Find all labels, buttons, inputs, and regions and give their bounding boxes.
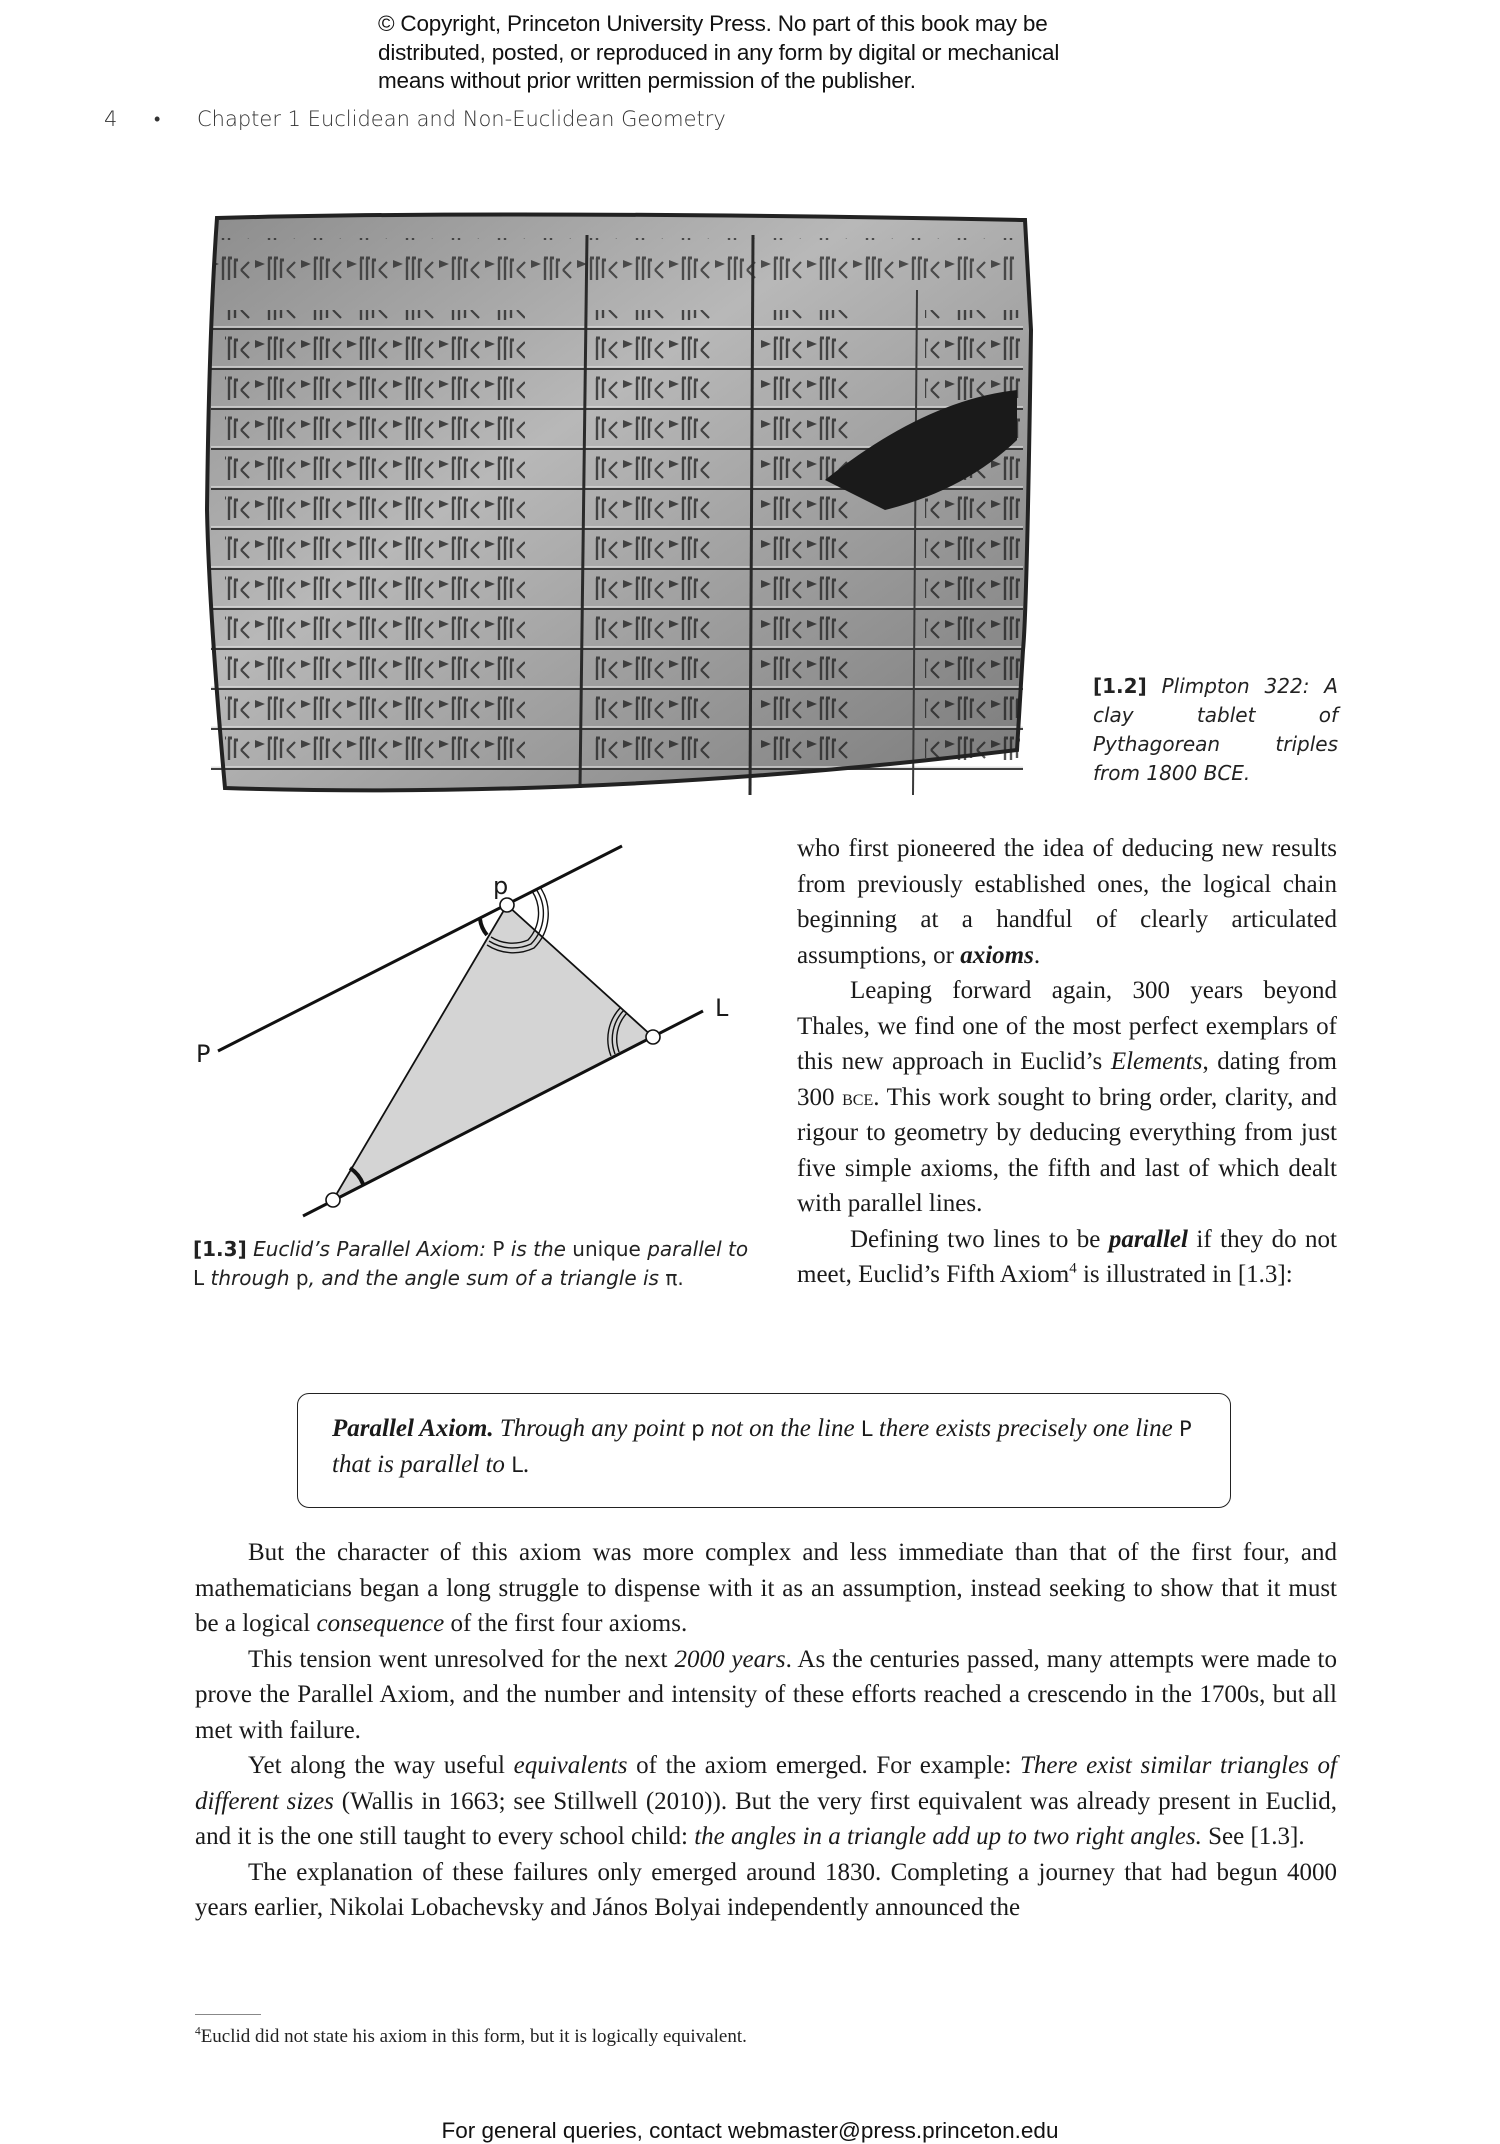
text-run: Leaping forward again, 300 years beyond Thales, we find one of the most perfect exemplars of this new approach in Euclid’s <box>797 977 1337 1075</box>
text-run: is illustrated in [1.3]: <box>1076 1261 1293 1288</box>
paragraph <box>797 1222 1337 1293</box>
text-run: if they do not meet, Euclid’s Fifth Axiom <box>797 1225 1337 1288</box>
paragraph <box>195 1748 1337 1855</box>
right-column-text <box>797 831 1337 1293</box>
caption-part: unique <box>572 1237 641 1261</box>
point-p <box>500 898 514 912</box>
copyright-line: © Copyright, Princeton University Press. No part of this book may be <box>378 11 1048 36</box>
text-run: Through any point <box>493 1415 692 1442</box>
emphasis: There exist similar triangles of different sizes <box>195 1752 1337 1815</box>
text-run: See [1.3]. <box>1201 1823 1305 1850</box>
small-caps-bce: bce <box>842 1084 874 1110</box>
symbol-L: L <box>511 1453 523 1477</box>
text-run: . <box>522 1451 530 1478</box>
symbol-p: p <box>691 1417 705 1441</box>
text-run: of the axiom emerged. For example: <box>627 1752 1021 1779</box>
caption-part: P <box>492 1237 505 1261</box>
symbol-P: P <box>1178 1417 1192 1441</box>
page-footer <box>0 2118 1500 2144</box>
triangle-shape <box>333 905 653 1200</box>
caption-text: Plimpton 322: A clay tablet of Pythagorean triples from 1800 BCE. <box>1093 674 1338 785</box>
footer-contact: For general queries, contact webmaster@press.princeton.edu <box>441 2118 1059 2143</box>
caption-part: through <box>204 1266 296 1290</box>
text-run: Defining two lines to be <box>850 1225 1109 1253</box>
caption-part: L <box>193 1266 205 1290</box>
paragraph <box>797 973 1337 1222</box>
copyright-notice <box>378 10 1138 96</box>
caption-part: Euclid’s Parallel Axiom: <box>246 1237 493 1261</box>
figure-parallel-axiom-diagram <box>180 820 760 1230</box>
paragraph <box>195 1535 1337 1642</box>
footnote <box>195 2024 1195 2050</box>
symbol-L: L <box>860 1417 873 1441</box>
emphasis: the angles in a triangle add up to two right angles. <box>694 1823 1202 1850</box>
emphasis-axioms: axioms <box>960 941 1034 969</box>
text-run: Yet along the way useful <box>248 1752 514 1779</box>
running-head <box>104 104 726 134</box>
point-right-vertex <box>646 1030 660 1044</box>
body-text <box>195 1535 1337 1926</box>
text-run: , dating from 300 <box>797 1048 1338 1111</box>
text-run: But the character of this axiom was more complex and less immediate than that of the first four, and mathematicians began a long struggle to dispense with it as an assumption, instead seeking to show that it must be a logical <box>195 1539 1337 1637</box>
copyright-line: means without prior written permission of the publisher. <box>378 68 916 93</box>
text-run: not on the line <box>704 1415 861 1442</box>
paragraph <box>797 831 1337 973</box>
emphasis: consequence <box>316 1610 445 1637</box>
caption-part: π. <box>665 1266 684 1290</box>
axiom-title: Parallel Axiom. <box>332 1415 494 1442</box>
emphasis-elements: Elements <box>1110 1048 1203 1075</box>
caption-part: , and the angle sum of a triangle is <box>308 1266 666 1290</box>
text-run: The explanation of these failures only emerged around 1830. Completing a journey that had begun 4000 years earlier, Nikolai Lobachevsky and János Bolyai independently announced the <box>195 1858 1337 1921</box>
copyright-line: distributed, posted, or reproduced in any form by digital or mechanical <box>378 39 1060 65</box>
paragraph <box>195 1855 1337 1926</box>
label-line-P: P <box>196 1040 211 1068</box>
text-run: that is parallel to <box>332 1451 512 1478</box>
point-bottom-vertex <box>326 1193 340 1207</box>
parallel-lines-triangle-diagram <box>180 820 760 1230</box>
emphasis: equivalents <box>513 1752 628 1779</box>
text-run: there exists precisely one line <box>872 1415 1179 1442</box>
figure-label: [1.3] <box>193 1237 247 1261</box>
chapter-title: Chapter 1 Euclidean and Non-Euclidean Geometry <box>197 107 726 131</box>
emphasis: 2000 years <box>674 1645 786 1673</box>
emphasis-parallel: parallel <box>1108 1225 1188 1253</box>
footnote-marker: 4 <box>195 2025 201 2038</box>
caption-part: p <box>295 1266 309 1290</box>
figure-plimpton-tablet <box>205 210 1035 800</box>
text-run: who first pioneered the idea of deducing new results from previously established ones, the logical chain beginning at a handful of clearly articulated assumptions, or <box>797 835 1337 969</box>
label-point-p: p <box>493 872 509 900</box>
text-run: (Wallis in 1663; see Stillwell (2010)). But the very first equivalent was already present in Euclid, and it is the one still taught to every school child: <box>195 1787 1337 1850</box>
label-line-L: L <box>715 994 729 1022</box>
caption-part: is the <box>504 1237 573 1261</box>
text-run: . As the centuries passed, many attempts were made to prove the Parallel Axiom, and the number and intensity of these efforts reached a crescendo in the 1700s, but all met with failure. <box>195 1645 1338 1744</box>
text-run: . <box>1033 941 1041 969</box>
footnote-ref[interactable]: 4 <box>1069 1260 1077 1277</box>
paragraph <box>195 1642 1337 1749</box>
figure-label: [1.2] <box>1093 674 1147 698</box>
clay-tablet-image <box>205 210 1035 800</box>
parallel-axiom-box <box>297 1393 1231 1508</box>
angle-mark-single <box>480 919 487 935</box>
text-run: . This work sought to bring order, clarity, and rigour to geometry by deducing everything from just five simple axioms, the fifth and last of which dealt with parallel lines. <box>797 1083 1338 1217</box>
bullet-separator: • <box>154 108 161 130</box>
figure-1-3-caption <box>193 1235 753 1293</box>
footnote-text: Euclid did not state his axiom in this form, but it is logically equivalent. <box>200 2026 747 2047</box>
page-number: 4 <box>104 107 118 131</box>
text-run: of the first four axioms. <box>444 1610 688 1637</box>
footnote-rule <box>195 2014 261 2015</box>
caption-part: parallel to <box>640 1237 749 1261</box>
text-run: This tension went unresolved for the next <box>248 1645 675 1673</box>
figure-1-2-caption <box>1093 672 1338 788</box>
